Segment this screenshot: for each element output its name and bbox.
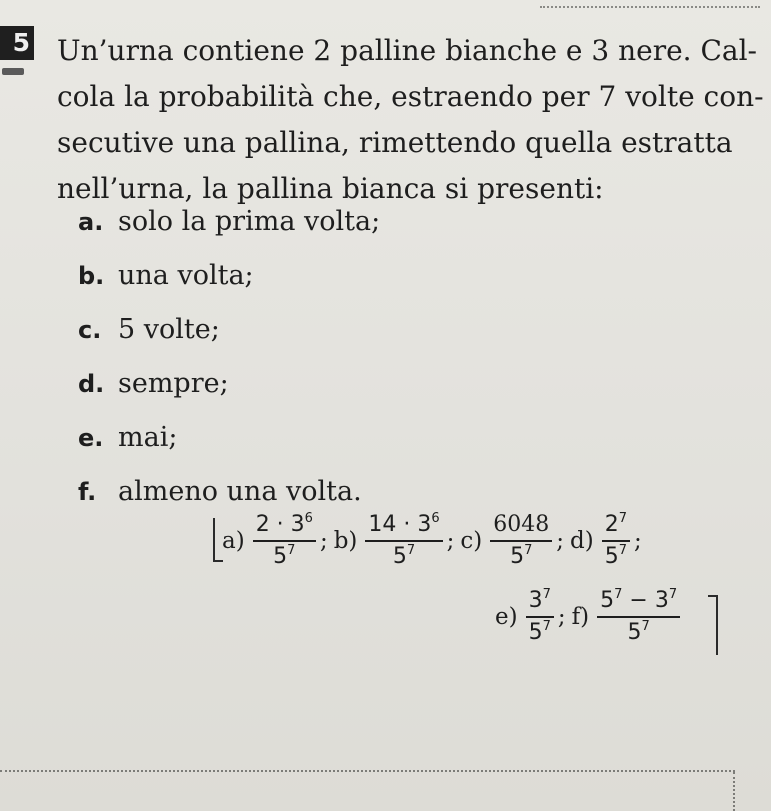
item-text: almeno una volta. [118,476,362,507]
answer-separator: ; [557,604,566,630]
answers-bracket-close [708,595,718,655]
answers-row-1 [222,512,648,570]
answer-label-e: e) [495,604,518,630]
fraction-numerator: $2^7$ [604,511,628,537]
statement-line: cola la probabilità che, estraendo per 7 volte con- [57,80,764,113]
statement-line: secutive una pallina, rimettendo quella estratta [57,126,733,159]
statement-line: nell’urna, la pallina bianca si presenti: [57,172,604,205]
question-item-c [78,314,380,368]
answer-fraction-b [365,512,442,570]
answer-label-b: b) [333,528,358,554]
fraction-bar [526,616,554,618]
fraction-denominator: $5^7$ [604,543,628,569]
question-item-d [78,368,380,422]
answers-row-2 [495,588,682,646]
fraction-numerator: $5^7 - 3^7$ [600,587,678,613]
difficulty-mark [2,68,24,75]
fraction-numerator: $3^7$ [528,587,551,613]
fraction-bar [365,540,442,542]
answer-separator: ; [634,528,642,554]
fraction-denominator: $5^7$ [510,543,533,569]
answer-separator: ; [446,528,455,554]
answer-fraction-c [490,512,552,570]
item-letter: f. [78,478,97,506]
item-text: mai; [118,422,178,453]
item-text: sempre; [118,368,229,399]
dotted-border-bottom [0,770,735,772]
fraction-bar [253,540,316,542]
fraction-numerator: 6048 [493,512,550,537]
fraction-denominator: $5^7$ [528,619,551,645]
item-text: 5 volte; [118,314,220,345]
dotted-border-vertical [733,772,735,811]
fraction-bar [602,540,630,542]
exercise-number-badge: 5 [0,26,34,60]
dotted-border-top [540,6,760,8]
answer-fraction-e [526,588,554,646]
exercise-statement [57,28,764,212]
question-item-b [78,260,380,314]
answer-label-d: d) [570,528,594,554]
question-item-e [78,422,380,476]
answer-label-f: f) [571,604,590,630]
item-letter: c. [78,316,102,344]
answer-separator: ; [319,528,328,554]
fraction-bar [490,540,552,542]
item-letter: d. [78,370,105,398]
answers-block [212,500,732,670]
answer-separator: ; [556,528,565,554]
answer-fraction-d [602,512,630,570]
item-letter: e. [78,424,104,452]
item-letter: b. [78,262,105,290]
fraction-numerator: $2 \cdot 3^6$ [255,511,313,537]
answer-label-c: c) [460,528,483,554]
fraction-bar [597,616,680,618]
fraction-denominator: $5^7$ [392,543,416,569]
answer-label-a: a) [222,528,245,554]
item-letter: a. [78,208,104,236]
answer-fraction-f [597,588,680,646]
answer-fraction-a [253,512,316,570]
item-text: una volta; [118,260,254,291]
item-text: solo la prima volta; [118,206,381,237]
question-list [78,206,380,530]
question-item-a [78,206,380,260]
fraction-denominator: $5^7$ [273,543,296,569]
fraction-denominator: $5^7$ [627,619,650,645]
fraction-numerator: $14 \cdot 3^6$ [368,511,440,537]
statement-line: Un’urna contiene 2 palline bianche e 3 nere. Cal- [57,34,757,67]
